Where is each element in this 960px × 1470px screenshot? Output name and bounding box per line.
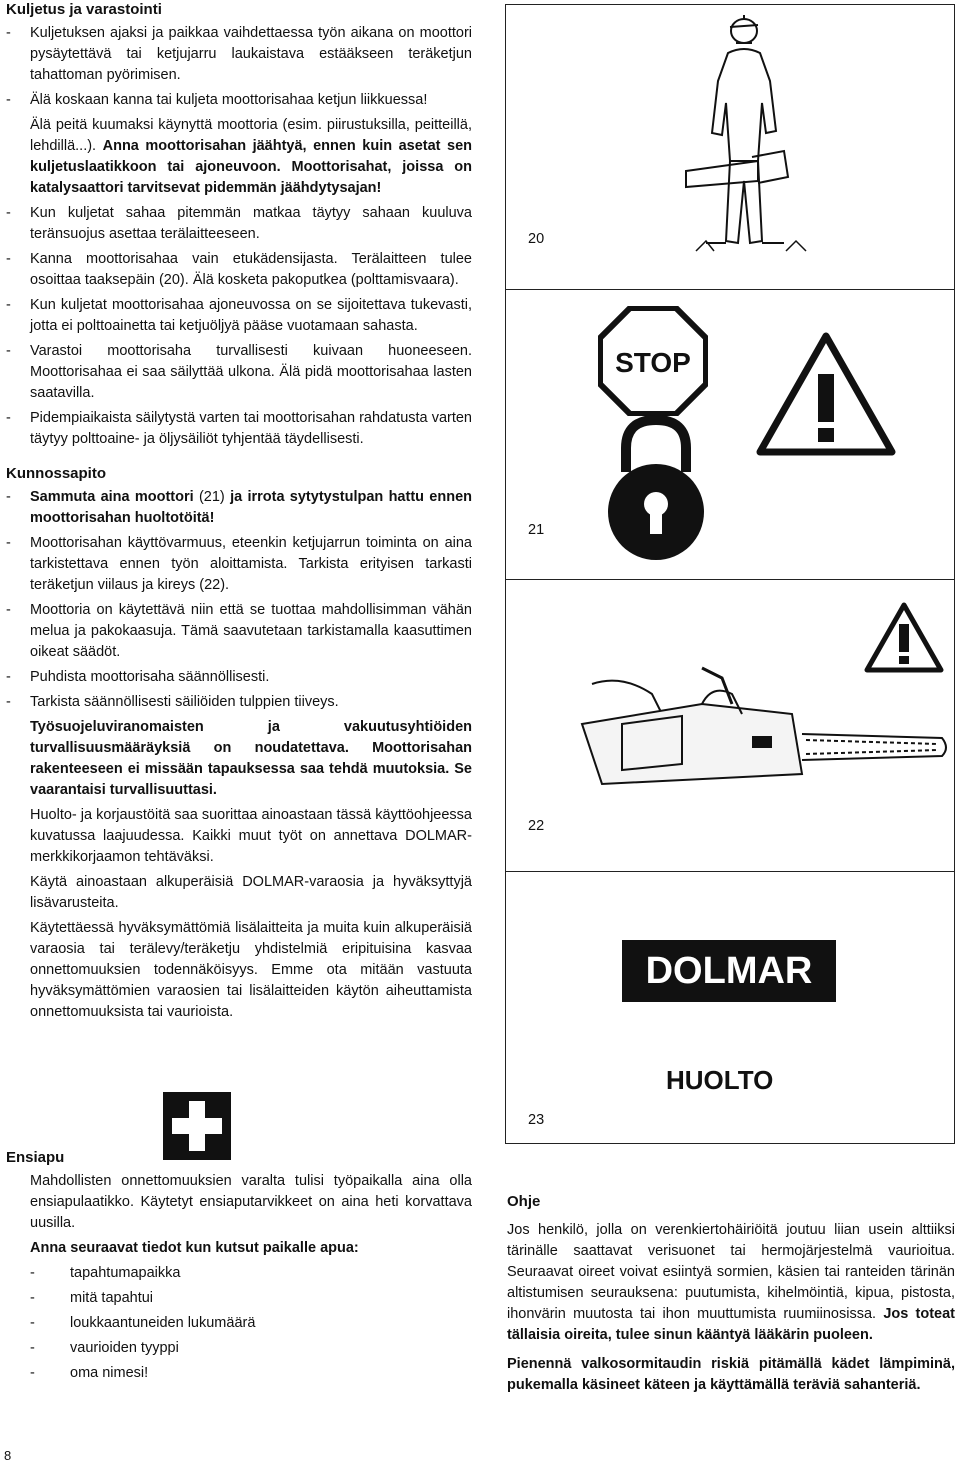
note-section [507,1192,955,1396]
firstaid-intro: Mahdollisten onnettomuuksien varalta tulisi työpaikalla aina olla ensiapulaatikko. Käytetyt ensiaputarvikkeet on aina heti korvattava uusilla. [30,1173,472,1231]
list-item: - Sammuta aina moottori (21) ja irrota sytytystulpan hattu ennen moottorisahan huoltotöitä! [6,489,472,526]
list-item: - Moottorisahan käyttövarmuus, eteenkin ketjujarrun toiminta on aina tarkistettava ennen työn aloittamista. Tarkista erityisen tarkasti teräketjun viilaus ja kireys (22). [6,535,472,593]
dolmar-logo: DOLMAR [622,940,836,1002]
paragraph: Huolto- ja korjaustöitä saa suorittaa ainoastaan tässä käyttöohjeessa kuvatussa laajuudessa. Kaikki muut työt on annettava DOLMAR-merkkikorjaamon tehtäväksi. [30,807,472,865]
list-item: - Puhdista moottorisaha säännöllisesti. [6,669,270,685]
firstaid-call-heading: Anna seuraavat tiedot kun kutsut paikalle apua: [30,1240,359,1256]
list-item: - Kanna moottorisahaa vain etukädensijasta. Terälaitteen tulee osoittaa taaksepäin (20). Älä kosketa pakoputkea (polttamisvaara). [6,251,472,288]
list-item: - tapahtumapaikka [30,1265,181,1281]
list-item: - Pidempiaikaista säilytystä varten tai moottorisahan rahdatusta varten täytyy polttoaine- ja öljysäiliöt tyhjentää täydellisesti. [6,410,472,447]
maintenance-heading: Kunnossapito [6,465,106,482]
firstaid-heading: Ensiapu [6,1149,65,1166]
paragraph: Käytettäessä hyväksymättömiä lisälaitteita ja muita kuin alkuperäisiä varaosia tai terälevy/teräketju yhdistelmiä eripituisina kasvaa onnettomuuksien todennäköisyys. Emme ota mitään vastuuta hyväksymättömien varaosien tai lisälaitteiden käytön aiheuttamista onnettomuuksista tai vaurioista. [30,920,472,1020]
figure-21 [505,290,955,580]
list-item: - oma nimesi! [30,1365,149,1381]
list-item: - mitä tapahtui [30,1290,154,1306]
stop-text: STOP [615,347,691,378]
list-item: - Kuljetuksen ajaksi ja paikkaa vaihdettaessa työn aikana on moottori pysäytettävä tai ketjujarru laukaistava estääkseen teräketjun tahattoman pyörimisen. [6,25,472,83]
list-item: - Kun kuljetat moottorisahaa ajoneuvossa on se sijoitettava tukevasti, jotta ei polttoainetta tai ketjuöljyä pääse vuotamaan sahasta. [6,297,472,334]
chainsaw-illustration [562,664,952,804]
list-item: - Moottoria on käytettävä niin että se tuottaa mahdollisimman vähän melua ja pakokaasuja. Tämä saavutetaan tarkistamalla kaasuttimen oikeat säädöt. [6,602,472,660]
note-paragraph-bold: Pienennä valkosormitaudin riskiä pitämällä kädet lämpiminä, pukemalla käsineet käteen ja käyttämällä teräviä sahanteriä. [507,1356,955,1393]
transport-heading: Kuljetus ja varastointi [6,1,162,18]
stop-sign-icon [598,306,708,416]
figure-number: 22 [528,818,545,834]
safety-regulations: Työsuojeluviranomaisten ja vakuutusyhtiöiden turvallisuusmääräyksiä on noudatettava. Moottorisahan rakenteeseen ei missään tapauksessa saa tehdä muutoksia. Se vaarantaisi turvallisuuttasi. [30,719,472,798]
firstaid-list [6,1263,472,1384]
first-aid-section [6,1148,472,1388]
service-label: HUOLTO [666,1065,774,1095]
figure-number: 23 [528,1112,545,1128]
list-item: - Kun kuljetat sahaa pitemmän matkaa täytyy sahaan kuuluva teränsuojus asettaa terälaitteeseen. [6,205,472,242]
list-item: - vaurioiden tyyppi [30,1340,179,1356]
worker-carrying-chainsaw-illustration [666,11,836,261]
list-item: - loukkaantuneiden lukumäärä [30,1315,256,1331]
padlock-icon [596,412,716,562]
warning-triangle-icon [756,332,896,457]
note-heading: Ohje [507,1193,541,1210]
figure-20 [505,4,955,290]
note-paragraph: Jos henkilö, jolla on verenkiertohäiriöitä joutuu liian usein alttiiksi tärinälle saattavat verisuonet tai hermojärjestelmä vaurioitua. Seuraavat oireet voivat esiintyä sormien, käsien tai ranteiden tärinän altistumisen seurauksena: puutumista, kihelmöintiä, kipua, pistosta, ihonvärin muutosta tai ihon muuttumista ruumiinosissa. Jos toteat tällaisia oireita, tulee sinun kääntyä lääkärin puoleen. [507,1222,956,1343]
page-number: 8 [4,1448,12,1463]
paragraph: Käytä ainoastaan alkuperäisiä DOLMAR-varaosia ja hyväksyttyjä lisävarusteita. [30,874,472,911]
list-item: - Tarkista säännöllisesti säiliöiden tulppien tiiveys. [6,694,339,710]
list-item: - Varastoi moottorisaha turvallisesti kuivaan huoneeseen. Moottorisahaa ei saa säilyttää ulkona. Älä pidä moottorisahaa lasten saatavilla. [6,343,472,401]
figure-number: 21 [528,522,545,538]
sub-paragraph: Älä peitä kuumaksi käynyttä moottoria (esim. piirustuksilla, peitteillä, lehdillä...). Anna moottorisahan jäähtyä, ennen kuin asetat sen kuljetuslaatikkoon tai ajoneuvoon. Moottorisahat, joissa on katalysaattori tarvitsevat pidemmän jäähdytysajan! [30,117,473,196]
left-column [6,0,472,1027]
figure-23 [505,872,955,1144]
list-item: - Älä koskaan kanna tai kuljeta moottorisahaa ketjun liikkuessa! [6,92,428,108]
figure-22 [505,580,955,872]
figure-number: 20 [528,231,545,247]
